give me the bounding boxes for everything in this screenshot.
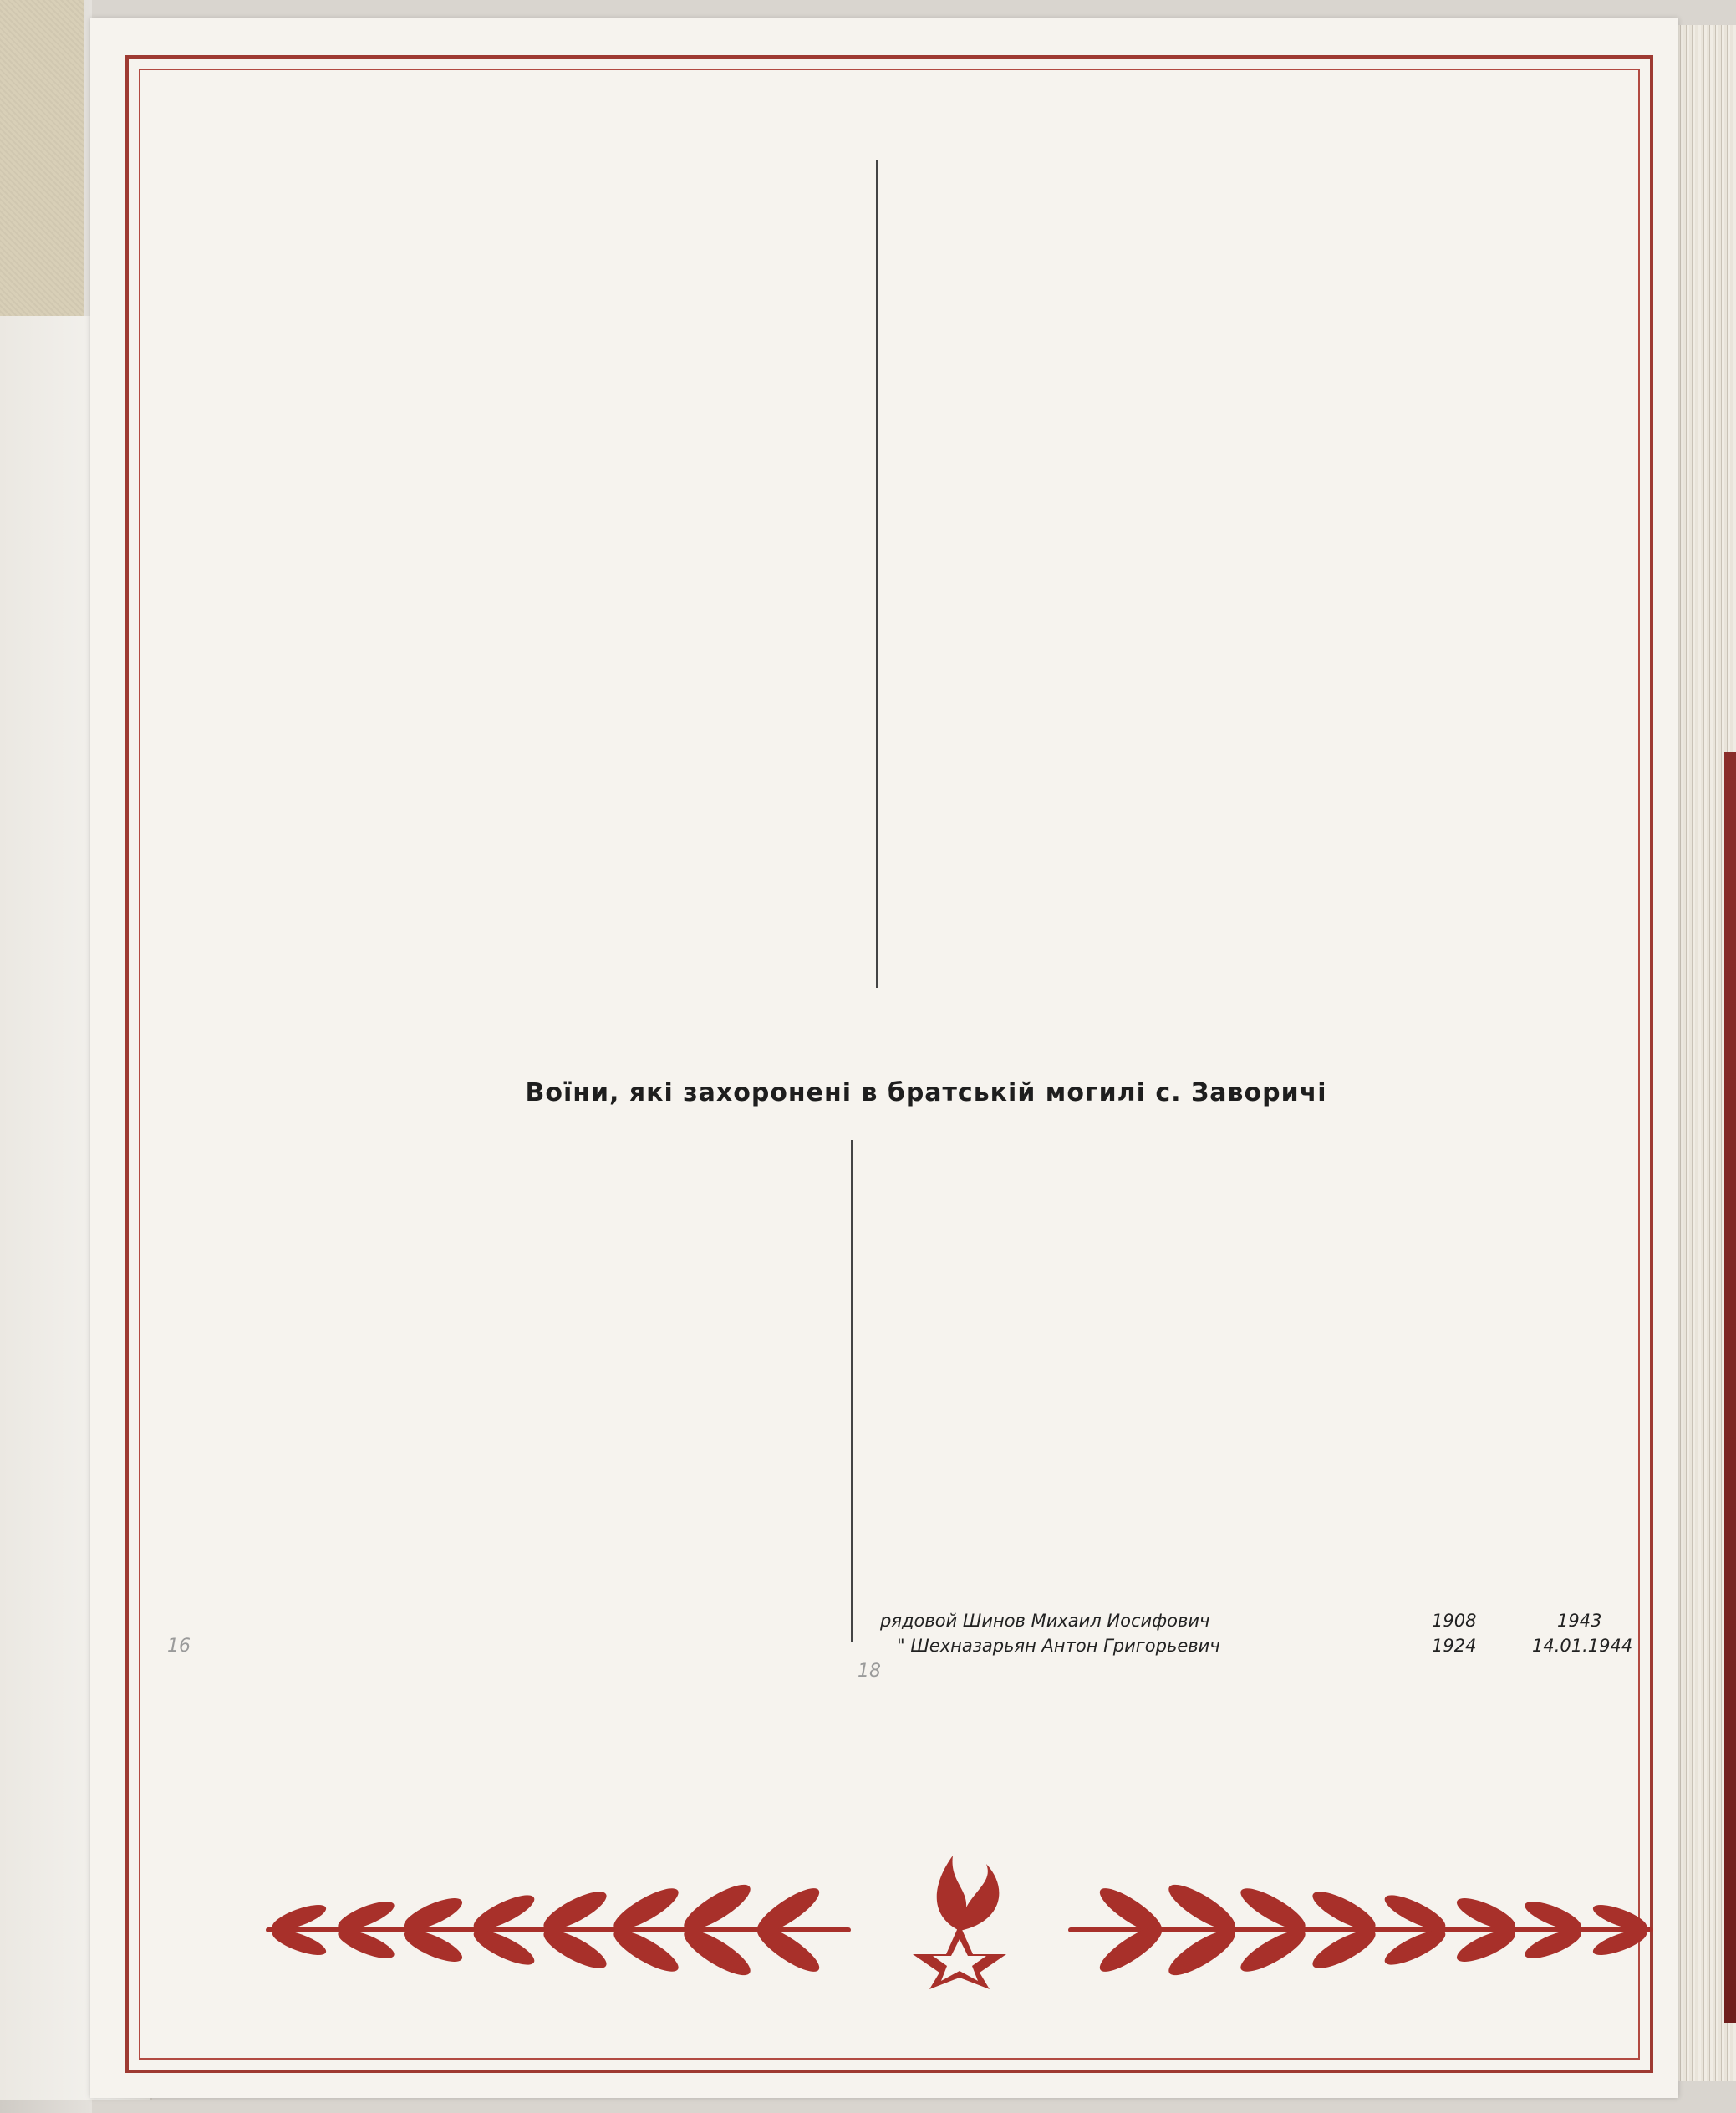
memorial-page (90, 18, 1678, 2098)
handwritten-died-1: 1943 (1557, 1611, 1602, 1631)
bottom-column-divider (851, 1140, 853, 1642)
pencil-page-mark-right: 18 (858, 1661, 881, 1682)
handwritten-name-1: рядовой Шинов Михаил Иосифович (880, 1611, 1210, 1631)
handwritten-died-2: 14.01.1944 (1532, 1636, 1633, 1656)
handwritten-entry-2 (897, 1636, 1633, 1656)
section-title: Воїни, які захоронені в братській могилі с. Заворичі (525, 1078, 1327, 1107)
handwritten-name-2: " Шехназарьян Антон Григорьевич (897, 1636, 1220, 1656)
handwritten-entry-1 (880, 1611, 1602, 1631)
eternal-flame-laurel-ornament (266, 1856, 1653, 1989)
handwritten-born-2: 1924 (1432, 1636, 1477, 1656)
book-spine-cloth (0, 0, 84, 330)
top-column-divider (876, 160, 878, 988)
handwritten-born-1: 1908 (1432, 1611, 1477, 1631)
page-frame-inner (139, 69, 1640, 2060)
pencil-page-mark-left: 16 (167, 1636, 191, 1657)
book-cover-edge (1724, 752, 1736, 2023)
